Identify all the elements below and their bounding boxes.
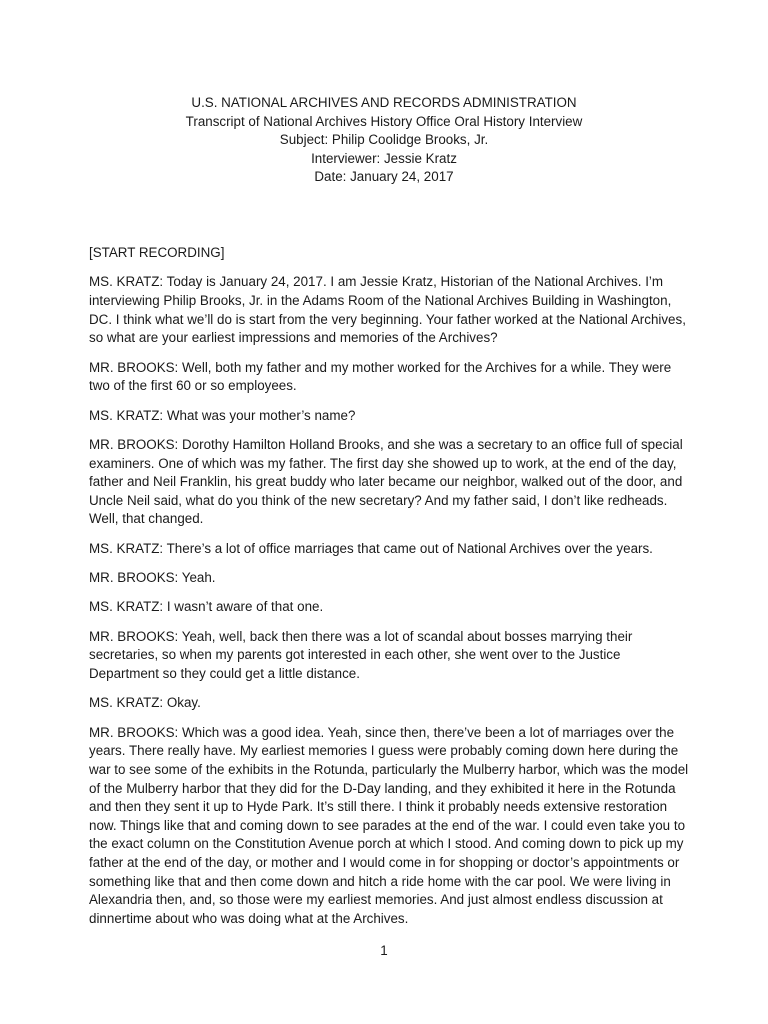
interviewer-line: Interviewer: Jessie Kratz	[311, 150, 457, 166]
agency-title: U.S. NATIONAL ARCHIVES AND RECORDS ADMINISTRATION	[191, 95, 577, 110]
page-number: 1	[380, 943, 388, 958]
subject-line: Subject: Philip Coolidge Brooks, Jr.	[279, 132, 489, 148]
transcript-paragraph: MR. BROOKS: Dorothy Hamilton Holland Brooks, and she was a secretary to an office full of special examiners. One of which was my father. The first day she showed up to work, at the end of the day, father and Neil Franklin, his great buddy who later became our neighbor, walked out of the door, and Uncle Neil said, what do you think of the new secretary? And my father said, I don’t like redheads. Well, that changed.	[89, 436, 683, 527]
transcript-paragraph: MS. KRATZ: I wasn’t aware of that one.	[89, 599, 324, 615]
transcript-paragraph: MR. BROOKS: Well, both my father and my mother worked for the Archives for a while. They were two of the first 60 or so employees.	[89, 359, 672, 394]
date-line: Date: January 24, 2017	[314, 169, 454, 185]
transcript-header	[0, 94, 768, 187]
transcript-paragraph: MR. BROOKS: Yeah, well, back then there was a lot of scandal about bosses marrying their secretaries, so when my parents got interested in each other, she went over to the Justice Department so they could get a little distance.	[89, 628, 633, 682]
transcript-paragraph: MS. KRATZ: Today is January 24, 2017. I am Jessie Kratz, Historian of the National Archives. I’m interviewing Philip Brooks, Jr. in the Adams Room of the National Archives Building in Washington, DC. I think what we’ll do is start from the very beginning. Your father worked at the National Archives, so what are your earliest impressions and memories of the Archives?	[89, 274, 686, 346]
transcript-paragraph: MS. KRATZ: There’s a lot of office marriages that came out of National Archives over the years.	[89, 540, 653, 556]
transcript-paragraph: MS. KRATZ: What was your mother’s name?	[89, 407, 356, 423]
transcript-paragraph: MR. BROOKS: Yeah.	[89, 570, 216, 586]
recording-marker: [START RECORDING]	[89, 245, 225, 260]
transcript-title: Transcript of National Archives History Office Oral History Interview	[185, 113, 583, 129]
transcript-paragraph: MR. BROOKS: Which was a good idea. Yeah, since then, there’ve been a lot of marriages over the years. There really have. My earliest memories I guess were probably coming down here during the war to see some of the exhibits in the Rotunda, particularly the Mulberry harbor, which was the model of the Mulberry harbor that they did for the D-Day landing, and they exhibited it here in the Rotunda and then they sent it up to Hyde Park. It’s still there. I think it probably needs extensive restoration now. Things like that and coming down to see parades at the end of the war. I could even take you to the exact column on the Constitution Avenue porch at which I stood. And coming down to pick up my father at the end of the day, or mother and I would come in for shopping or doctor’s appointments or something like that and then come down and hitch a ride home with the car pool. We were living in Alexandria then, and, so those were my earliest memories. And just almost endless discussion at dinnertime about who was doing what at the Archives.	[89, 724, 689, 926]
transcript-paragraph: MS. KRATZ: Okay.	[89, 695, 201, 711]
transcript-body	[89, 244, 689, 939]
